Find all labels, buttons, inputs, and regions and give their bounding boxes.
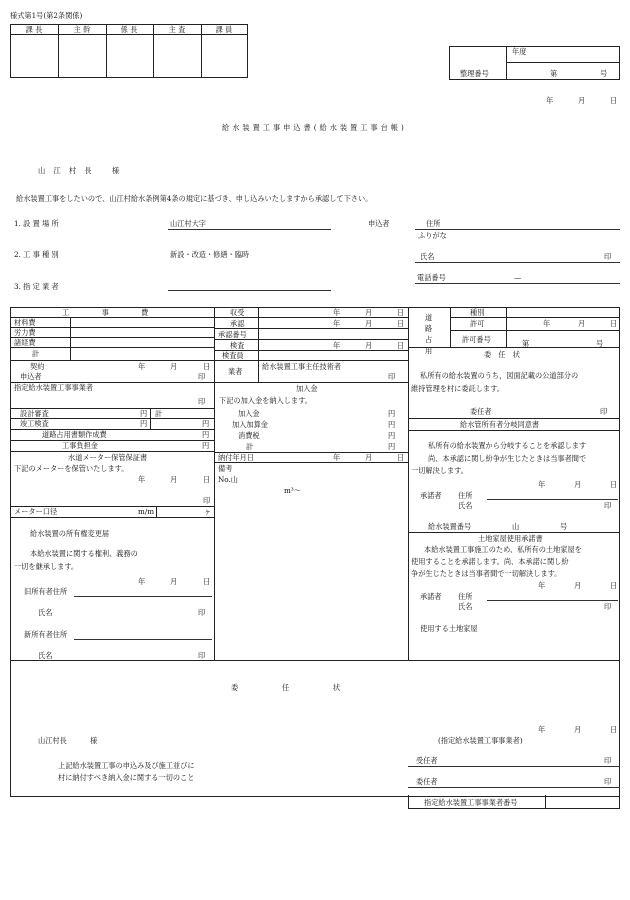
branch-approver: 承諾者	[420, 491, 442, 500]
vendor-seal: 印	[388, 372, 396, 381]
approval-row: 承認番号	[218, 330, 247, 339]
stamp-header: 主 査	[168, 25, 186, 34]
land-approver: 承諾者	[420, 592, 442, 601]
applicant-label: 申込者	[368, 219, 390, 228]
chief-engineer-label: 給水装置工事主任技術者	[262, 362, 342, 371]
land-hi: 日	[610, 581, 618, 590]
addressee-sama: 様	[112, 166, 120, 175]
fee-en: 円	[202, 441, 210, 450]
contract-seal: 印	[198, 372, 206, 381]
branch-seal: 印	[604, 501, 612, 510]
land-use-label: 使用する土地家屋	[420, 624, 478, 633]
reg-year: 年度	[512, 47, 527, 56]
applicant-phone-dash: —	[514, 273, 522, 282]
supply-no-label: 給水装置番号	[428, 522, 472, 531]
stamp-header: 課 長	[25, 25, 43, 34]
join-fee-row: 加入加算金	[232, 420, 268, 429]
approval-row: 収受	[230, 308, 245, 317]
cost-row: 材料費	[14, 318, 36, 327]
land-tsuki: 月	[574, 581, 582, 590]
branch-hi: 日	[610, 480, 618, 489]
owner-text: 一切を継承します。	[14, 562, 79, 571]
road-occupancy-label: 道路占用	[425, 313, 433, 355]
land-text: 争が生じたときは当事者間で一切解決します。	[411, 569, 562, 578]
new-owner-name: 氏名	[38, 651, 53, 660]
approval-row: 検査員	[222, 351, 244, 360]
proxy-vendor-paren: (指定給水装置工事事業者)	[438, 736, 523, 745]
branch-text: 私所有の給水装置から分岐することを承認します	[428, 441, 587, 450]
cost-header: 工 事 費	[62, 308, 155, 317]
road-row: 許可番号	[462, 335, 491, 344]
owner-title: 給水装置の所有権変更届	[30, 529, 110, 538]
delivery-nen: 年	[333, 453, 341, 462]
join-fee-en: 円	[388, 409, 396, 418]
approval-nen: 年	[333, 341, 341, 350]
approval-nen: 年	[333, 308, 341, 317]
land-seal: 印	[604, 602, 612, 611]
trust-seal: 印	[600, 407, 608, 416]
vendor-label: 3. 指 定 業 者	[14, 282, 59, 291]
meter-mm: m/m	[138, 507, 155, 516]
reg-go: 号	[600, 69, 608, 78]
trust-text: 維持管理を村に委託します。	[411, 384, 504, 393]
contract-hi: 日	[203, 362, 211, 371]
join-fee-row: 消費税	[238, 431, 260, 440]
remarks-label: 備考	[218, 464, 233, 473]
designated-vendor-label: 指定給水装置工事事業者	[14, 383, 94, 392]
new-owner-seal: 印	[198, 651, 206, 660]
branch-title: 給水管所有者分岐同意書	[460, 420, 540, 429]
owner-nen: 年	[138, 577, 146, 586]
contract-nen: 年	[138, 362, 146, 371]
trust-text: 私所有の給水装置のうち，図面記載の公道部分の	[420, 371, 579, 380]
trust-title: 委 任 状	[484, 350, 520, 359]
join-fee-title: 加入金	[296, 384, 318, 393]
land-address-label: 住所	[458, 592, 473, 601]
delivery-date-label: 納付年月日	[218, 453, 254, 462]
road-hi: 日	[610, 319, 618, 328]
cost-row: 労力費	[14, 328, 36, 337]
branch-tsuki: 月	[574, 480, 582, 489]
vendor-number-label: 指定給水装置工事事業者番号	[424, 798, 518, 807]
stamp-header: 主 幹	[73, 25, 91, 34]
location-label: 1. 設 置 場 所	[14, 219, 59, 228]
meter-nen: 年	[138, 475, 146, 484]
proxy-sama: 様	[90, 736, 98, 745]
form-number-label: 様式第1号(第2条関係)	[10, 11, 83, 20]
old-owner-seal: 印	[198, 608, 206, 617]
approval-tsuki: 月	[365, 341, 373, 350]
old-owner-name: 氏名	[38, 608, 53, 617]
delivery-tsuki: 月	[365, 453, 373, 462]
delivery-hi: 日	[397, 453, 405, 462]
intro-text: 給水装置工事をしたいので、山江村給水条例第4条の規定に基づき、申し込みいたしますから承認して下さい。	[16, 194, 373, 203]
applicant-address-label: 住所	[426, 219, 441, 228]
fee-en: 円	[202, 430, 210, 439]
stamp-header: 課 員	[215, 25, 233, 34]
meter-text: 下記のメーターを保管いたします。	[14, 464, 129, 473]
approval-row: 承認	[230, 319, 245, 328]
land-text: 本給水装置工事施工のため、私所有の土地家屋を	[424, 545, 582, 554]
approval-nen: 年	[333, 319, 341, 328]
proxy-hi: 日	[610, 725, 618, 734]
type-value: 新設・改造・修繕・臨時	[170, 250, 250, 259]
fee-row: 竣工検査	[20, 419, 49, 428]
road-go: 号	[596, 339, 604, 348]
proxy-addressee: 山江村長	[38, 736, 67, 745]
branch-text: 尚、本承認に関し紛争が生じたときは当事者間で	[428, 454, 587, 463]
fee-row: 道路占用書類作成費	[42, 430, 107, 439]
land-nen: 年	[538, 581, 546, 590]
contract-tsuki: 月	[170, 362, 178, 371]
approval-hi: 日	[397, 319, 405, 328]
owner-tsuki: 月	[170, 577, 178, 586]
meter-title: 水道メーター保管保証書	[68, 453, 148, 462]
supply-no-go: 号	[560, 522, 568, 531]
branch-text: 一切解決します。	[411, 466, 468, 475]
owner-hi: 日	[203, 577, 211, 586]
fee-total: 計	[155, 409, 163, 418]
fee-row: 設計審査	[20, 409, 49, 418]
type-label: 2. 工 事 種 別	[14, 250, 59, 259]
meter-ke: ヶ	[204, 507, 212, 516]
join-fee-en: 円	[388, 442, 396, 451]
supply-no-yama: 山	[512, 522, 520, 531]
page-title: 給水装置工事申込書(給水装置工事台帳)	[222, 123, 407, 132]
branch-nen: 年	[538, 480, 546, 489]
proxy-tsuki: 月	[574, 725, 582, 734]
date-nen: 年	[546, 96, 554, 105]
contract-applicant: 申込者	[20, 372, 42, 381]
meter-tsuki: 月	[170, 475, 178, 484]
contract-label: 契約	[30, 362, 45, 371]
proxy-delegator: 委任者	[416, 777, 438, 786]
branch-address-label: 住所	[458, 491, 473, 500]
designated-seal: 印	[198, 397, 206, 406]
proxy-recipient-seal: 印	[604, 756, 612, 765]
addressee-name: 山 江 村 長	[38, 166, 95, 175]
date-hi: 日	[610, 96, 618, 105]
applicant-name-label: 氏名	[420, 252, 435, 261]
trust-person: 委任者	[470, 407, 492, 416]
join-fee-en: 円	[388, 420, 396, 429]
stamp-header: 係 長	[120, 25, 138, 34]
road-dai: 第	[522, 339, 530, 348]
remarks-m3: m³〜	[284, 486, 301, 495]
owner-text: 本給水装置に関する権利、義務の	[30, 549, 138, 558]
date-tsuki: 月	[578, 96, 586, 105]
approval-tsuki: 月	[365, 319, 373, 328]
road-tsuki: 月	[578, 319, 586, 328]
road-row: 許可	[470, 319, 485, 328]
proxy-title: 委 任 状	[231, 683, 344, 692]
land-text: 使用することを承諾します。尚、本承諾に関し紛	[411, 557, 569, 566]
meter-caliber-label: メーター口径	[14, 507, 58, 516]
approval-row: 検査	[230, 341, 245, 350]
approval-tsuki: 月	[365, 308, 373, 317]
join-fee-row: 計	[246, 442, 254, 451]
reg-dai: 第	[550, 69, 558, 78]
approval-hi: 日	[397, 341, 405, 350]
location-value: 山江村大字	[170, 219, 206, 228]
road-row: 種別	[470, 308, 485, 317]
proxy-text: 村に納付すべき納入金に関する一切のこと	[58, 773, 195, 782]
road-nen: 年	[543, 319, 551, 328]
fee-row: 工事負担金	[62, 441, 98, 450]
new-owner-address: 新所有者住所	[24, 630, 68, 639]
reg-label: 整理番号	[460, 69, 489, 78]
meter-hi: 日	[203, 475, 211, 484]
remarks-no: No.山	[218, 475, 238, 484]
cost-row: 計	[32, 349, 40, 358]
fee-en: 円	[202, 419, 210, 428]
old-owner-address: 旧所有者住所	[24, 587, 68, 596]
applicant-furigana: ふりがな	[418, 231, 447, 240]
meter-seal: 印	[203, 496, 211, 505]
proxy-nen: 年	[538, 725, 546, 734]
proxy-text: 上記給水装置工事の申込み及び施工並びに	[58, 761, 195, 770]
proxy-delegator-seal: 印	[604, 777, 612, 786]
join-fee-row: 加入金	[238, 409, 260, 418]
proxy-recipient: 受任者	[416, 756, 438, 765]
fee-en: 円	[140, 409, 148, 418]
land-name-label: 氏名	[458, 602, 473, 611]
join-fee-text: 下記の加入金を納入します。	[219, 396, 312, 405]
fee-en: 円	[140, 419, 148, 428]
branch-name-label: 氏名	[458, 501, 473, 510]
applicant-seal: 印	[604, 252, 612, 261]
approval-hi: 日	[397, 308, 405, 317]
land-title: 土地家屋使用承諾書	[478, 534, 543, 543]
join-fee-en: 円	[388, 431, 396, 440]
vendor-label: 業者	[228, 367, 243, 376]
cost-row: 諸経費	[14, 338, 36, 347]
applicant-phone-label: 電話番号	[417, 273, 446, 282]
